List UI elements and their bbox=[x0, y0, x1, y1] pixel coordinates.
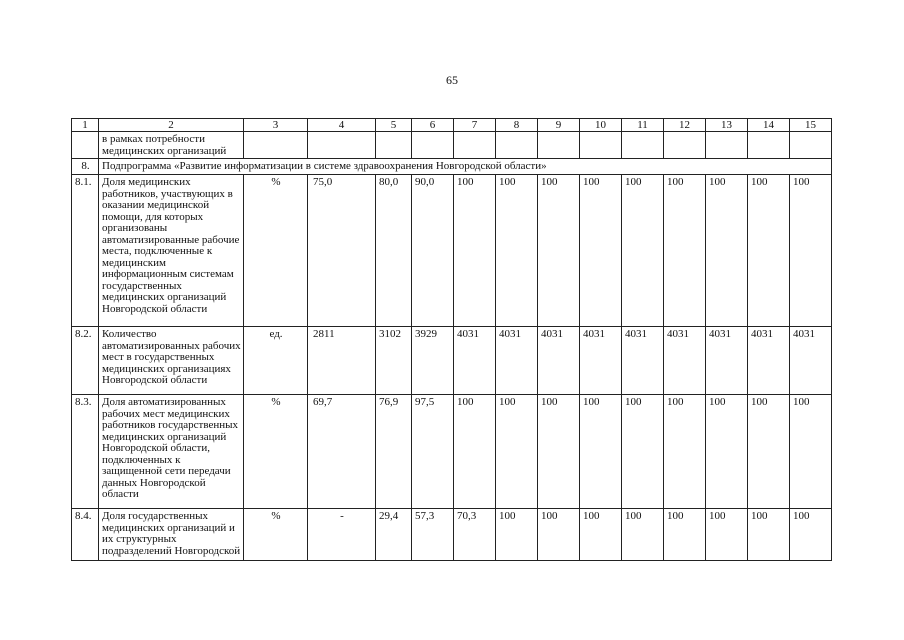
row-value: 76,9 bbox=[376, 395, 412, 509]
table-row bbox=[72, 327, 832, 395]
column-header: 10 bbox=[580, 119, 622, 132]
section-number: 8. bbox=[72, 159, 99, 175]
column-header: 9 bbox=[538, 119, 580, 132]
column-header: 8 bbox=[496, 119, 538, 132]
continuation-text: в рамках потребности медицинских организаций bbox=[99, 132, 244, 159]
table-row bbox=[72, 175, 832, 327]
table-row bbox=[72, 395, 832, 509]
row-value: 100 bbox=[790, 395, 832, 509]
table-cell bbox=[496, 132, 538, 159]
row-value: 100 bbox=[706, 509, 748, 561]
column-header: 6 bbox=[412, 119, 454, 132]
table-cell bbox=[664, 132, 706, 159]
row-value: 100 bbox=[496, 395, 538, 509]
table-row bbox=[72, 509, 832, 561]
table-cell bbox=[538, 132, 580, 159]
column-header: 3 bbox=[244, 119, 308, 132]
row-value: 100 bbox=[748, 395, 790, 509]
section-title: Подпрограмма «Развитие информатизации в системе здравоохранения Новгородской области» bbox=[99, 159, 832, 175]
row-value: 57,3 bbox=[412, 509, 454, 561]
row-value: 4031 bbox=[790, 327, 832, 395]
row-value: 100 bbox=[496, 509, 538, 561]
row-unit: % bbox=[244, 395, 308, 509]
table-cell bbox=[580, 132, 622, 159]
column-header: 11 bbox=[622, 119, 664, 132]
column-header: 4 bbox=[308, 119, 376, 132]
row-value: 3929 bbox=[412, 327, 454, 395]
row-value: 4031 bbox=[664, 327, 706, 395]
row-value: 100 bbox=[664, 175, 706, 327]
row-value: 97,5 bbox=[412, 395, 454, 509]
row-value: 90,0 bbox=[412, 175, 454, 327]
row-unit: % bbox=[244, 175, 308, 327]
row-value: 100 bbox=[538, 395, 580, 509]
row-value: 100 bbox=[454, 395, 496, 509]
row-description: Количество автоматизированных рабочих мест в государственных медицинских организациях Новгородской области bbox=[99, 327, 244, 395]
row-value: 2811 bbox=[308, 327, 376, 395]
row-value: 4031 bbox=[622, 327, 664, 395]
row-value: 100 bbox=[580, 175, 622, 327]
row-value: 4031 bbox=[454, 327, 496, 395]
row-value: 100 bbox=[790, 175, 832, 327]
row-value: 100 bbox=[790, 509, 832, 561]
row-description: Доля государственных медицинских организаций и их структурных подразделений Новгородской bbox=[99, 509, 244, 561]
row-value: 100 bbox=[748, 175, 790, 327]
row-value: 100 bbox=[580, 395, 622, 509]
table-cell bbox=[706, 132, 748, 159]
row-value: 80,0 bbox=[376, 175, 412, 327]
table-cell bbox=[454, 132, 496, 159]
row-number: 8.4. bbox=[72, 509, 99, 561]
row-value: 69,7 bbox=[308, 395, 376, 509]
row-value: 100 bbox=[664, 395, 706, 509]
page-number: 65 bbox=[446, 73, 458, 87]
continuation-row bbox=[72, 132, 832, 159]
row-value: 4031 bbox=[580, 327, 622, 395]
row-unit: % bbox=[244, 509, 308, 561]
row-value: 70,3 bbox=[454, 509, 496, 561]
column-header: 12 bbox=[664, 119, 706, 132]
row-value: 100 bbox=[622, 509, 664, 561]
table-cell bbox=[748, 132, 790, 159]
row-description: Доля медицинских работников, участвующих в оказании медицинской помощи, для которых организованы автоматизированные рабочие места, подключенные к медицинским информационным системам государственных медицинских организаций Новгородской области bbox=[99, 175, 244, 327]
row-value: 100 bbox=[706, 175, 748, 327]
table-cell bbox=[412, 132, 454, 159]
row-number: 8.3. bbox=[72, 395, 99, 509]
column-header: 5 bbox=[376, 119, 412, 132]
column-header: 7 bbox=[454, 119, 496, 132]
row-value: 100 bbox=[664, 509, 706, 561]
row-value: 4031 bbox=[538, 327, 580, 395]
table-cell bbox=[308, 132, 376, 159]
row-value: 100 bbox=[538, 175, 580, 327]
row-description: Доля автоматизированных рабочих мест медицинских работников государственных медицинских организаций Новгородской области, подключенных к защищенной сети передачи данных Новгородской области bbox=[99, 395, 244, 509]
row-value: 4031 bbox=[496, 327, 538, 395]
row-value: - bbox=[308, 509, 376, 561]
row-value: 100 bbox=[580, 509, 622, 561]
table-cell bbox=[244, 132, 308, 159]
row-number: 8.2. bbox=[72, 327, 99, 395]
table-cell bbox=[622, 132, 664, 159]
row-value: 100 bbox=[454, 175, 496, 327]
row-unit: ед. bbox=[244, 327, 308, 395]
row-value: 100 bbox=[622, 395, 664, 509]
column-header: 14 bbox=[748, 119, 790, 132]
column-header: 2 bbox=[99, 119, 244, 132]
column-header: 13 bbox=[706, 119, 748, 132]
table-cell bbox=[72, 132, 99, 159]
row-value: 100 bbox=[538, 509, 580, 561]
row-value: 100 bbox=[496, 175, 538, 327]
table-header-row bbox=[72, 119, 832, 132]
row-value: 75,0 bbox=[308, 175, 376, 327]
row-value: 4031 bbox=[706, 327, 748, 395]
indicators-table bbox=[71, 118, 832, 561]
table-cell bbox=[376, 132, 412, 159]
row-value: 100 bbox=[622, 175, 664, 327]
row-value: 29,4 bbox=[376, 509, 412, 561]
column-header: 15 bbox=[790, 119, 832, 132]
row-number: 8.1. bbox=[72, 175, 99, 327]
table-cell bbox=[790, 132, 832, 159]
row-value: 100 bbox=[706, 395, 748, 509]
section-row bbox=[72, 159, 832, 175]
column-header: 1 bbox=[72, 119, 99, 132]
row-value: 4031 bbox=[748, 327, 790, 395]
row-value: 100 bbox=[748, 509, 790, 561]
row-value: 3102 bbox=[376, 327, 412, 395]
